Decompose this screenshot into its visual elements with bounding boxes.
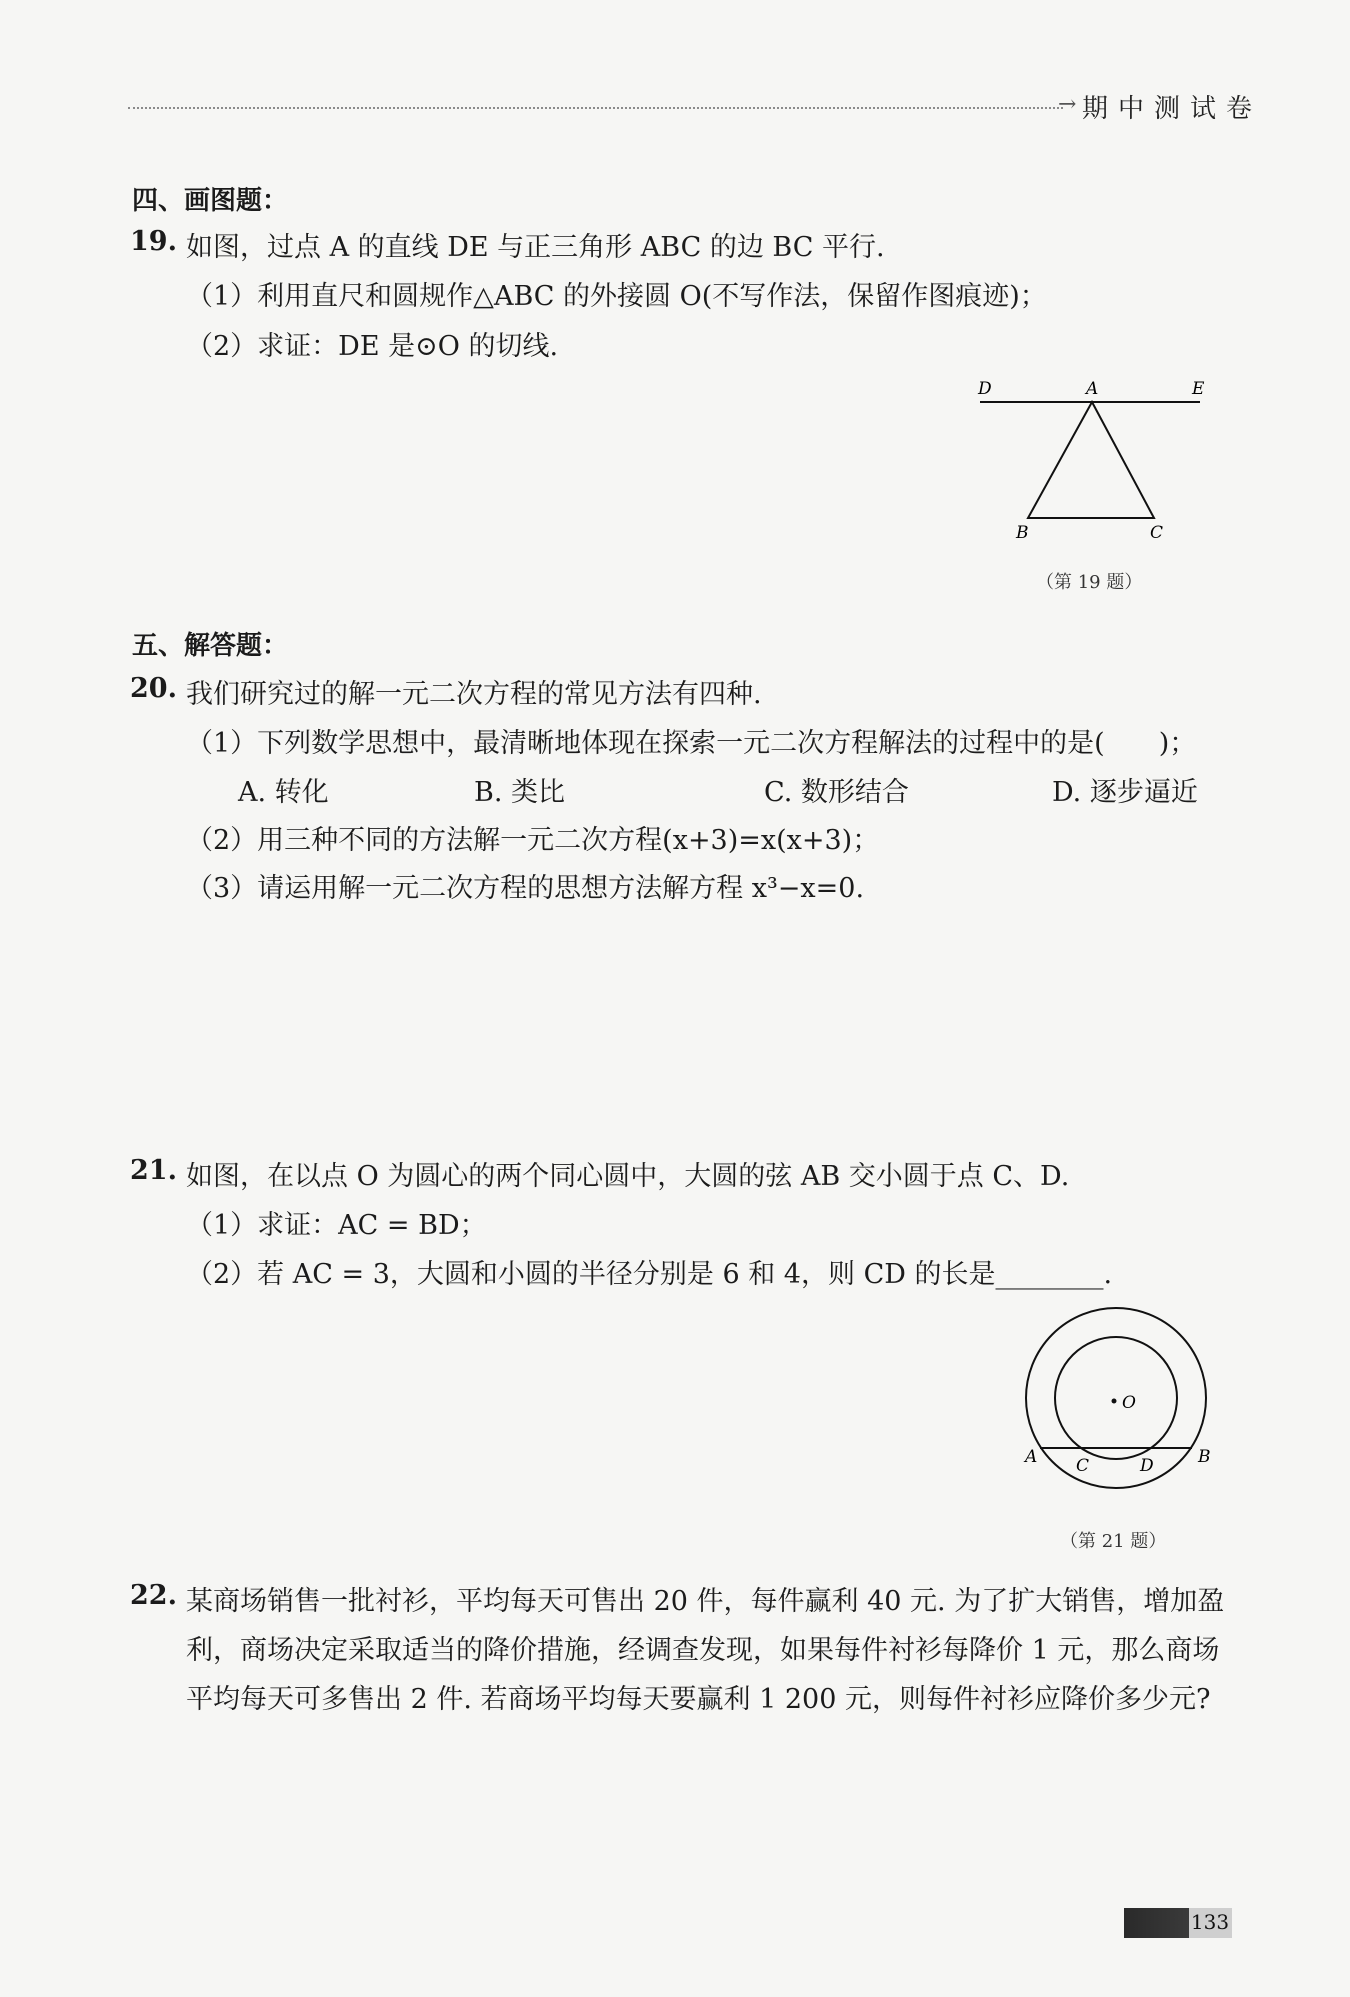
label-d: D xyxy=(978,379,992,399)
q20-part3: （3）请运用解一元二次方程的思想方法解方程 x³−x=0. xyxy=(186,873,865,904)
q20-text: 我们研究过的解一元二次方程的常见方法有四种. xyxy=(186,679,762,710)
q21-text: 如图，在以点 O 为圆心的两个同心圆中，大圆的弦 AB 交小圆于点 C、D. xyxy=(186,1161,1070,1192)
q20-part2: （2）用三种不同的方法解一元二次方程(x+3)=x(x+3)； xyxy=(186,825,880,856)
label-a: A xyxy=(1086,379,1099,399)
q19-caption: （第 19 题） xyxy=(1036,572,1143,593)
center-point xyxy=(1112,1399,1117,1404)
big-circle xyxy=(1026,1308,1206,1488)
q21-number: 21. xyxy=(130,1155,177,1186)
section-4-title: 四、画图题： xyxy=(132,186,289,216)
q20-part1: （1）下列数学思想中，最清晰地体现在探索一元二次方程解法的过程中的是( )； xyxy=(186,728,1197,759)
q21-caption: （第 21 题） xyxy=(1060,1531,1167,1552)
header-title: 期中测试卷 xyxy=(1082,94,1263,124)
label-d: D xyxy=(1140,1456,1154,1476)
q21-part2: （2）若 AC = 3，大圆和小圆的半径分别是 6 和 4，则 CD 的长是________. xyxy=(186,1259,1113,1290)
q22-number: 22. xyxy=(130,1580,177,1611)
label-c: C xyxy=(1150,523,1164,543)
q19-part2: （2）求证：DE 是⊙O 的切线. xyxy=(186,331,559,362)
q19-part1: （1）利用直尺和圆规作△ABC 的外接圆 O(不写作法，保留作图痕迹)； xyxy=(186,281,1047,312)
page-number: 133 xyxy=(1190,1910,1230,1934)
q22-line2: 利，商场决定采取适当的降价措施，经调查发现，如果每件衬衫每降价 1 元，那么商场 xyxy=(186,1635,1220,1666)
q20-number: 20. xyxy=(130,673,177,704)
q19-figure xyxy=(960,370,1220,550)
header-arrow: → xyxy=(1058,92,1077,117)
section-5-title: 五、解答题： xyxy=(132,631,289,661)
q21-figure xyxy=(1010,1300,1230,1500)
q20-option-d: D. 逐步逼近 xyxy=(1052,777,1198,808)
q20-option-a: A. 转化 xyxy=(238,777,329,808)
label-o: O xyxy=(1122,1393,1136,1413)
q20-option-b: B. 类比 xyxy=(474,777,566,808)
label-b: B xyxy=(1016,523,1029,543)
header-divider xyxy=(128,107,1063,109)
q19-number: 19. xyxy=(130,226,177,257)
triangle-abc xyxy=(1028,402,1154,518)
label-c: C xyxy=(1076,1456,1090,1476)
q22-line3: 平均每天可多售出 2 件. 若商场平均每天要赢利 1 200 元，则每件衬衫应降价多少元? xyxy=(186,1684,1211,1715)
q22-line1: 某商场销售一批衬衫，平均每天可售出 20 件，每件赢利 40 元. 为了扩大销售，增加盈 xyxy=(186,1586,1225,1617)
q21-part1: （1）求证：AC = BD； xyxy=(186,1210,487,1241)
small-circle xyxy=(1055,1337,1177,1459)
q19-text: 如图，过点 A 的直线 DE 与正三角形 ABC 的边 BC 平行. xyxy=(186,232,885,263)
q20-option-c: C. 数形结合 xyxy=(764,777,909,808)
label-b: B xyxy=(1198,1447,1211,1467)
label-e: E xyxy=(1192,379,1205,399)
label-a: A xyxy=(1025,1447,1038,1467)
